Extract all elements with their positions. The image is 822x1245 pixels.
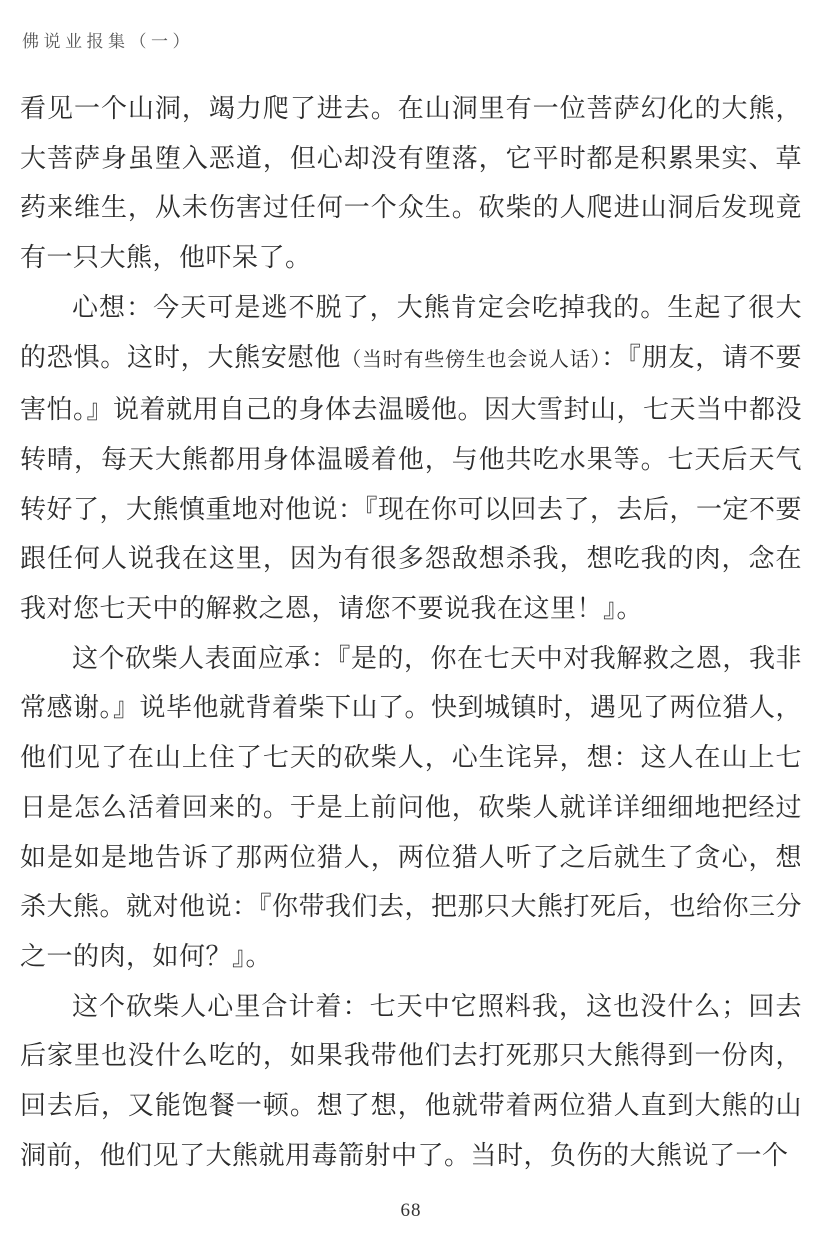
text-body [20,84,802,1180]
text-segment: ：『朋友，请不要害怕。』说着就用自己的身体去温暖他。因大雪封山，七天当中都没转晴，每天大熊都用身体温暖着他，与他共吃水果等。七天后天气转好了，大熊慎重地对他说：『现在你可以回去了，去后，一定不要跟任何人说我在这里，因为有很多怨敌想杀我，想吃我的肉，念在我对您七天中的解救之恩，请您不要说我在这里！』。 [20,342,803,624]
inline-note: （当时有些傍生也会说人话） [341,348,602,371]
paragraph [20,634,802,982]
text-segment: 心想：今天可是逃不脱了，大熊肯定会吃掉我的。生起了很大的恐惧。这时，大熊安慰他 [20,292,802,372]
running-header: 佛说业报集（一） [22,32,194,51]
paragraph [20,84,802,283]
paragraph [20,283,802,634]
text-segment: 这个砍柴人表面应承：『是的，你在七天中对我解救之恩，我非常感谢。』说毕他就背着柴下山了。快到城镇时，遇见了两位猎人，他们见了在山上住了七天的砍柴人，心生诧异，想：这人在山上七日是怎么活着回来的。于是上前问他，砍柴人就详详细细地把经过如是如是地告诉了那两位猎人，两位猎人听了之后就生了贪心，想杀大熊。就对他说：『你带我们去，把那只大熊打死后，也给你三分之一的肉，如何？』。 [20,643,803,971]
text-segment: 看见一个山洞，竭力爬了进去。在山洞里有一位菩萨幻化的大熊，大菩萨身虽堕入恶道，但心却没有堕落，它平时都是积累果实、草药来维生，从未伤害过任何一个众生。砍柴的人爬进山洞后发现竟有一只大熊，他吓呆了。 [20,94,802,273]
paragraph [20,982,802,1181]
text-segment: 这个砍柴人心里合计着：七天中它照料我，这也没什么；回去后家里也没什么吃的，如果我带他们去打死那只大熊得到一份肉，回去后，又能饱餐一顿。想了想，他就带着两位猎人直到大熊的山洞前，他们见了大熊就用毒箭射中了。当时，负伤的大熊说了一个 [20,991,802,1170]
page-number: 68 [400,1200,422,1221]
